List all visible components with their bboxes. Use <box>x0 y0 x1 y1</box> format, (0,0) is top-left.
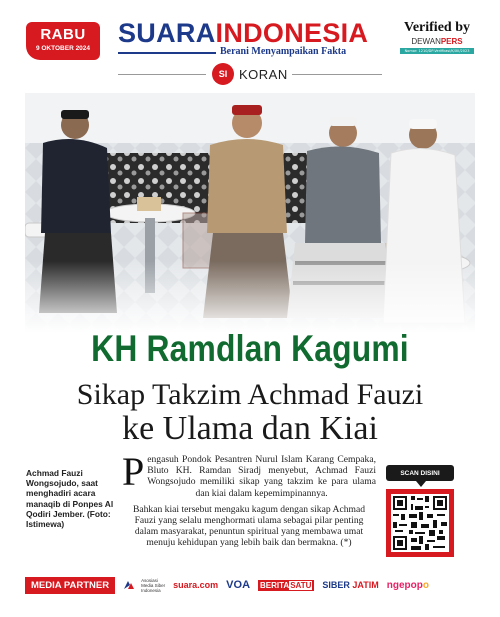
berita-word: BERITA <box>260 580 290 590</box>
ngepop-word: ngepop <box>386 579 423 591</box>
sub-headline-line-2: ke Ulama dan Kiai <box>122 410 378 447</box>
satu-word: SATU <box>290 580 312 590</box>
masthead-word-indonesia: INDONESIA <box>215 18 369 48</box>
verified-org <box>396 37 478 46</box>
partner-ngepop[interactable] <box>387 580 429 591</box>
edition-name: KORAN <box>239 66 288 82</box>
tagline-divider <box>118 52 216 54</box>
issue-day: RABU <box>40 26 86 43</box>
siber-word: SIBER <box>322 580 350 590</box>
partner-siberjatim[interactable] <box>322 580 378 590</box>
lead-photo[interactable] <box>25 93 475 333</box>
edition-divider-left <box>118 74 206 75</box>
dewan-pers-verification <box>396 20 478 54</box>
article-body <box>122 449 376 554</box>
jatim-word: JATIM <box>352 580 379 590</box>
amsi-logo-icon <box>123 579 135 591</box>
qr-pattern <box>391 494 449 552</box>
partner-amsi[interactable] <box>123 578 165 593</box>
verified-number: Nomor: 1210/DP-Verifikasi/K/XII/2023 <box>400 48 474 54</box>
partner-beritasatu[interactable] <box>258 580 314 591</box>
amsi-text <box>141 578 165 593</box>
scan-arrow-icon <box>416 481 426 487</box>
ngepop-mark: o <box>422 579 429 591</box>
qr-code-icon <box>391 494 449 552</box>
edition-label <box>212 64 288 84</box>
beritasatu-logo <box>258 580 314 591</box>
si-logo-icon: SI <box>212 63 234 85</box>
verified-title: Verified by <box>404 20 470 35</box>
issue-date: 9 OKTOBER 2024 <box>35 45 91 52</box>
sub-headline-line-1: Sikap Takzim Achmad Fauzi <box>76 378 424 411</box>
media-partner-bar <box>25 575 475 595</box>
photo-caption: Achmad Fauzi Wongsojudo, saat menghadiri acara manaqib di Ponpes Al Qodiri Jember. (Foto: Istimewa) <box>26 468 114 530</box>
media-partner-label: MEDIA PARTNER <box>25 577 115 594</box>
article-paragraph-1-text: engasuh Pondok Pesantren Nurul Islam Karang Cempaka, Bluto KH. Ramdan Siradj menyebut, Achmad Fauzi Wongsojudo memiliki sikap yang takzim ke para ulama dan kiai dalam kepemimpinannya. <box>147 454 376 499</box>
partner-suara[interactable]: suara.com <box>173 580 219 590</box>
drop-cap: P <box>122 449 145 494</box>
scan-label: SCAN DISINI <box>386 465 454 481</box>
verified-org-part2: PERS <box>440 37 463 46</box>
masthead-tagline: Berani Menyampaikan Fakta <box>220 46 347 57</box>
verified-org-part1: DEWAN <box>411 37 441 46</box>
issue-date-badge <box>26 22 100 60</box>
main-headline: KH Ramdlan Kagumi <box>91 328 409 369</box>
article-paragraph-1 <box>122 449 376 499</box>
amsi-line-1: Asosiasi <box>141 577 158 583</box>
amsi-line-2: Media Siber <box>141 582 166 588</box>
partner-voa[interactable]: VOA <box>226 579 251 591</box>
lead-photo-illustration <box>25 93 475 333</box>
article-paragraph-2: Bahkan kiai tersebut mengaku kagum dengan sikap Achmad Fauzi yang selalu menghormati ulama sebagai pilar penting dalam masyarakat, penuntun spiritual yang membawa umat menuju kehidupan yang lebih baik dan bermakna. (*) <box>132 503 366 549</box>
masthead-word-suara: SUARA <box>118 18 216 48</box>
qr-code[interactable] <box>386 489 454 557</box>
edition-divider-right <box>292 74 382 75</box>
amsi-line-3: Indonesia <box>141 587 161 593</box>
